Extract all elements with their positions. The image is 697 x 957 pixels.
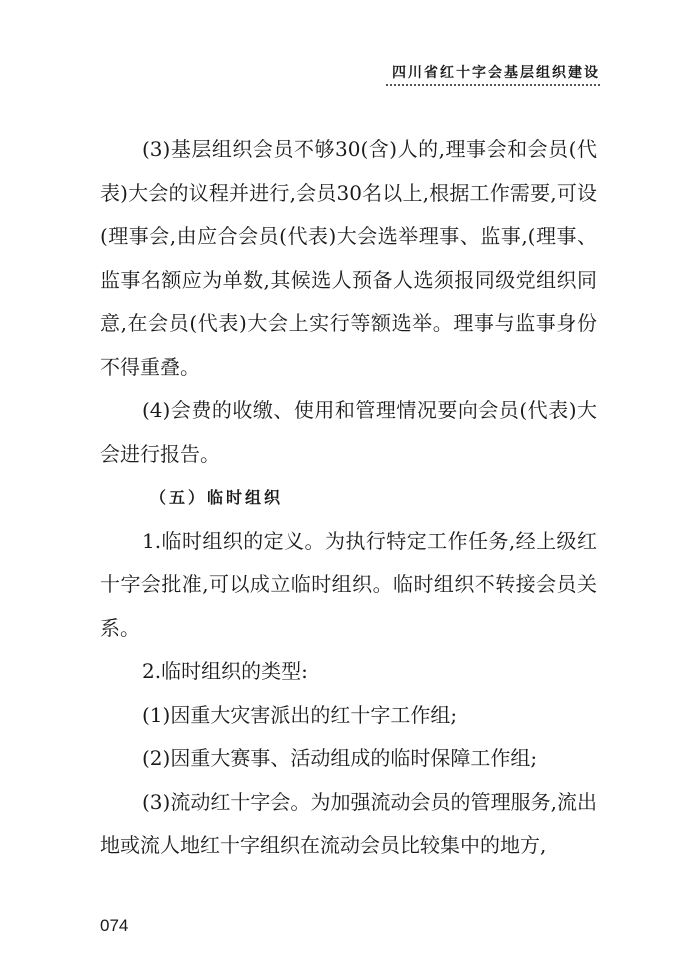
paragraph-council-elections: (3)基层组织会员不够30(含)人的,理事会和会员(代表)大会的议程并进行,会员30名以上,根据工作需要,可设(理事会,由应合会员(代表)大会选举理事、监事,(理事、监事名额应为单数,其候选人预备人选须报同级党组织同意,在会员(代表)大会上实行等额选举。理事与监事身份不得重叠。	[100, 137, 597, 379]
paragraph-temporary-definition: 1.临时组织的定义。为执行特定工作任务,经上级红十字会批准,可以成立临时组织。临时组织不转接会员关系。	[100, 528, 597, 640]
header-dotted-rule	[386, 84, 600, 86]
page-number: 074	[100, 916, 129, 935]
page-body	[100, 128, 597, 868]
list-item-mobile-redcross: (3)流动红十字会。为加强流动会员的管理服务,流出地或流人地红十字组织在流动会员比较集中的地方,	[100, 789, 597, 857]
section-heading-temporary-organizations: （五）临时组织	[150, 488, 284, 507]
list-item-disaster-team: (1)因重大灾害派出的红十字工作组;	[142, 702, 458, 727]
paragraph-temporary-types: 2.临时组织的类型:	[142, 659, 308, 683]
paragraph-membership-fees: (4)会费的收缴、使用和管理情况要向会员(代表)大会进行报告。	[100, 398, 597, 466]
list-item-event-team: (2)因重大赛事、活动组成的临时保障工作组;	[142, 746, 538, 770]
running-header: 四川省红十字会基层组织建设	[392, 65, 600, 81]
